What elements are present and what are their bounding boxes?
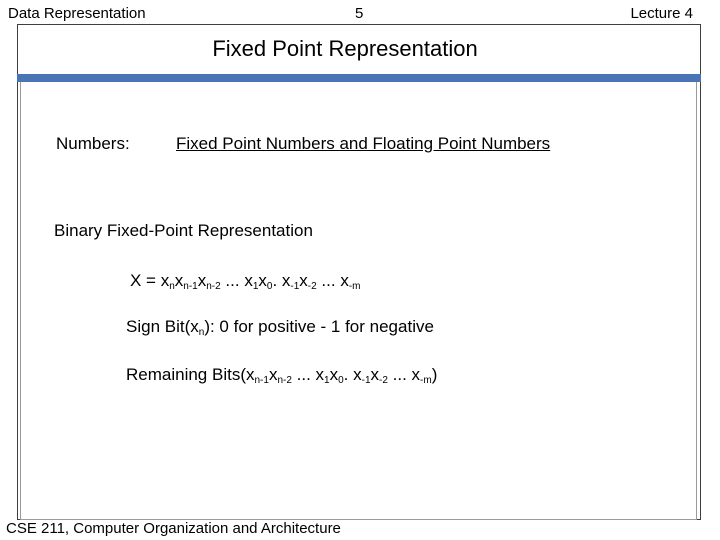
formula-ellipsis: ... — [316, 271, 341, 290]
sign-bit-sub: n — [198, 327, 205, 338]
formula-sub: -m — [420, 375, 432, 386]
formula-x: x — [370, 365, 380, 384]
header-lecture: Lecture 4 — [630, 5, 693, 22]
remaining-bits-line — [126, 365, 437, 386]
formula-sub: -1 — [361, 375, 371, 386]
sign-bit-prefix: Sign Bit(x — [126, 317, 199, 336]
formula-sub: 0 — [338, 375, 344, 386]
header-course-topic: Data Representation — [8, 5, 146, 22]
formula-x: x — [353, 365, 362, 384]
formula-x: x — [268, 365, 278, 384]
fixed-point-formula — [130, 271, 361, 292]
formula-x: x — [411, 365, 421, 384]
sign-bit-line — [126, 317, 434, 338]
numbers-label: Numbers: — [56, 134, 130, 153]
formula-sub: n-2 — [206, 281, 221, 292]
formula-ellipsis: ... — [387, 365, 412, 384]
sign-bit-suffix: ): 0 for positive - 1 for negative — [204, 317, 434, 336]
formula-x: x — [329, 365, 339, 384]
slide-title: Fixed Point Representation — [212, 36, 478, 61]
formula-x: x — [340, 271, 349, 290]
formula-ellipsis: ... — [291, 365, 316, 384]
formula-lhs: X = — [130, 271, 161, 290]
formula-sub: -2 — [307, 281, 317, 292]
remaining-prefix: Remaining Bits( — [126, 365, 246, 384]
formula-x: x — [160, 271, 170, 290]
section-heading: Binary Fixed-Point Representation — [54, 221, 313, 240]
formula-ellipsis: ... — [220, 271, 245, 290]
numbers-value: Fixed Point Numbers and Floating Point Numbers — [176, 134, 551, 153]
formula-x: x — [246, 365, 255, 384]
formula-sub: -m — [348, 281, 361, 292]
formula-sub: n — [169, 281, 175, 292]
formula-sub: -1 — [290, 281, 300, 292]
formula-x: x — [174, 271, 184, 290]
formula-x: x — [258, 271, 267, 290]
formula-sub: 1 — [252, 281, 259, 292]
title-rule — [17, 74, 701, 82]
formula-x: x — [197, 271, 207, 290]
formula-sub: n-1 — [183, 281, 198, 292]
remaining-close: ) — [431, 365, 438, 384]
formula-x: x — [244, 271, 253, 290]
formula-sub: n-2 — [277, 375, 292, 386]
formula-sub: 1 — [324, 375, 330, 386]
formula-sub: n-1 — [254, 375, 269, 386]
slide-number: 5 — [355, 5, 364, 22]
formula-x: x — [315, 365, 325, 384]
formula-radix-point: . — [343, 365, 354, 384]
footer-course: CSE 211, Computer Organization and Architecture — [6, 520, 341, 537]
formula-sub: 0 — [266, 281, 273, 292]
formula-x: x — [299, 271, 308, 290]
formula-x: x — [281, 271, 291, 290]
formula-sub: -2 — [379, 375, 388, 386]
formula-radix-point: . — [272, 271, 282, 290]
